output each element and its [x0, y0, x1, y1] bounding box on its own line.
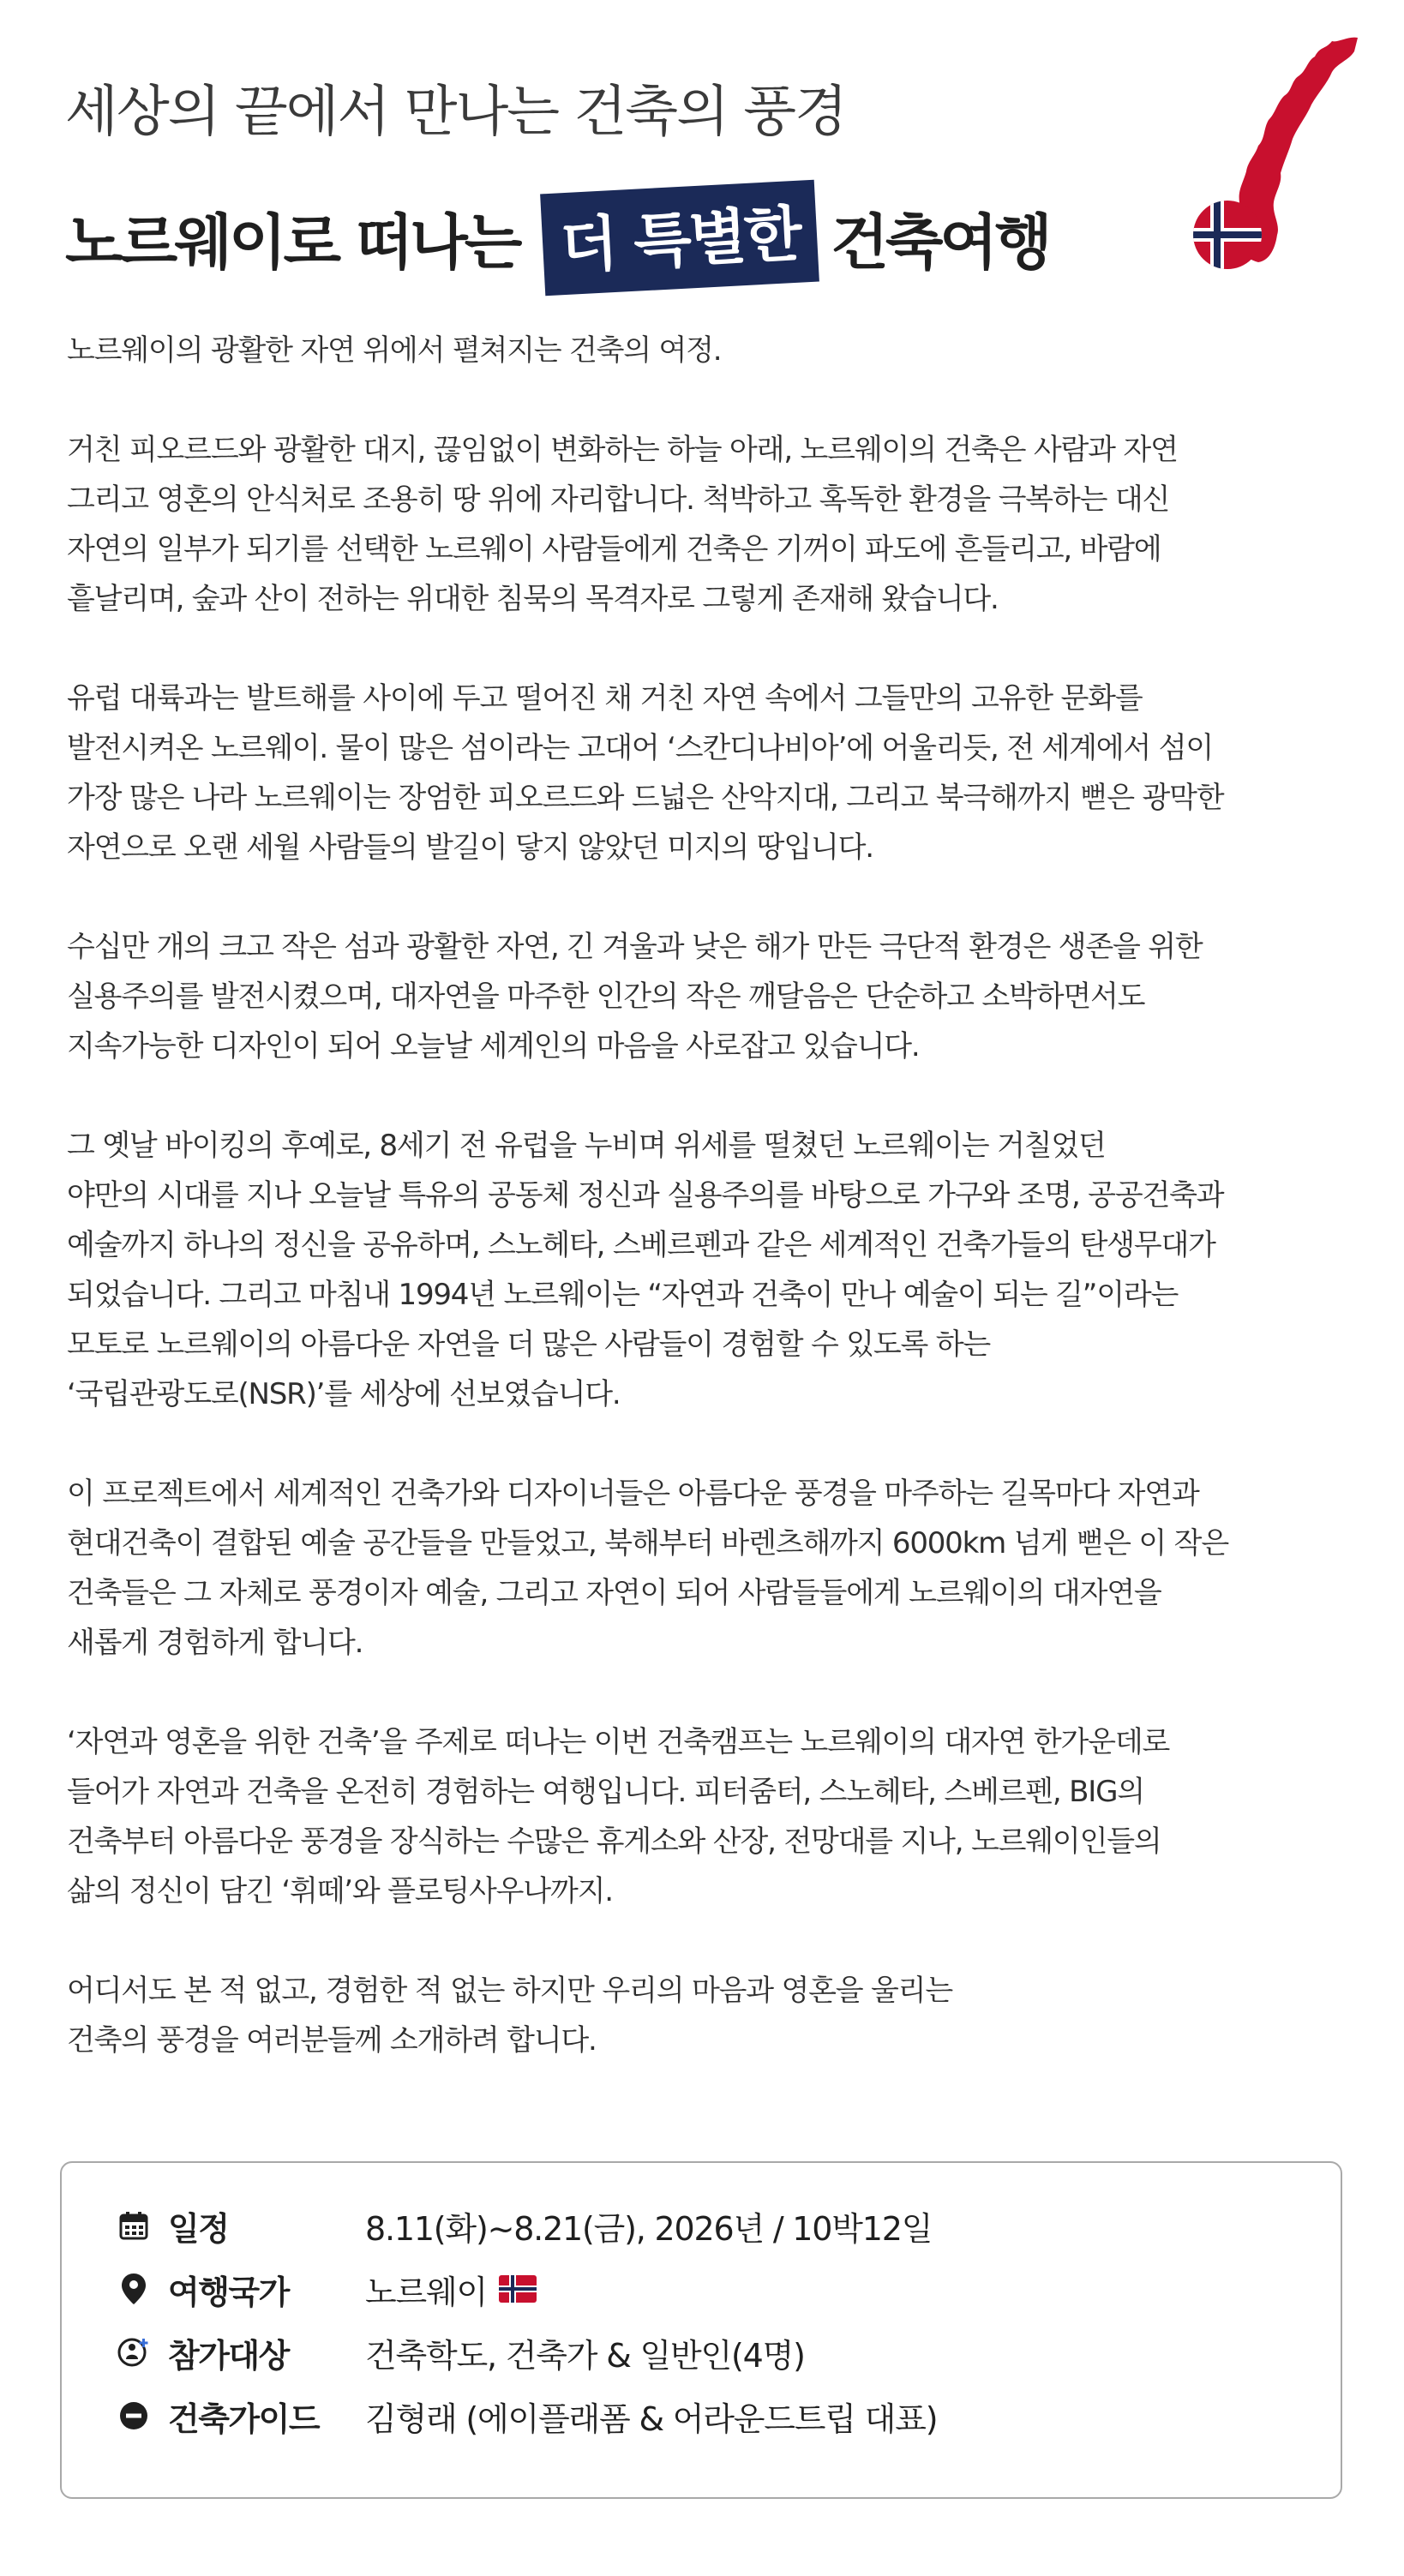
paragraph-line: 건축부터 아름다운 풍경을 장식하는 수많은 휴게소와 산장, 전망대를 지나, 노르웨이인들의: [67, 1824, 1161, 1859]
info-value: 8.11(화)~8.21(금), 2026년 / 10박12일: [365, 2209, 933, 2248]
paragraph-line: 지속가능한 디자인이 되어 오늘날 세계인의 마음을 사로잡고 있습니다.: [67, 1029, 920, 1063]
info-label: 참가대상: [168, 2336, 289, 2375]
title-highlight-badge: 더 특별한: [540, 179, 819, 296]
paragraph: [67, 1717, 1353, 1916]
paragraph-line: 삶의 정신이 담긴 ‘휘떼’와 플로팅사우나까지.: [67, 1874, 613, 1908]
article-body: [67, 326, 1353, 2115]
title-before: 노르웨이로 떠나는: [65, 207, 519, 278]
paragraph-line: 흩날리며, 숲과 산이 전하는 위대한 침묵의 목격자로 그렇게 존재해 왔습니다.: [67, 582, 999, 616]
norway-map-icon: [1186, 31, 1366, 279]
paragraph-line: 그 옛날 바이킹의 후예로, 8세기 전 유럽을 누비며 위세를 떨쳤던 노르웨이는 거칠었던: [67, 1129, 1106, 1163]
paragraph: [67, 1121, 1353, 1419]
info-label: 여행국가: [168, 2273, 289, 2311]
paragraph-line: 야만의 시대를 지나 오늘날 특유의 공동체 정신과 실용주의를 바탕으로 가구와 조명, 공공건축과: [67, 1178, 1224, 1213]
participant-icon: [117, 2335, 151, 2369]
title-after: 건축여행: [831, 207, 1049, 278]
paragraph-line: ‘자연과 영혼을 위한 건축’을 주제로 떠나는 이번 건축캠프는 노르웨이의 대자연 한가운데로: [67, 1725, 1170, 1759]
paragraph-line: 수십만 개의 크고 작은 섬과 광활한 자연, 긴 겨울과 낮은 해가 만든 극단적 환경은 생존을 위한: [67, 930, 1203, 964]
info-value: [365, 2266, 537, 2313]
paragraph-line: 되었습니다. 그리고 마침내 1994년 노르웨이는 “자연과 건축이 만나 예술이 되는 길”이라는: [67, 1278, 1179, 1312]
paragraph-line: 새롭게 경험하게 합니다.: [67, 1626, 363, 1660]
paragraph-line: 실용주의를 발전시켰으며, 대자연을 마주한 인간의 작은 깨달음은 단순하고 소박하면서도: [67, 979, 1145, 1014]
country-name: 노르웨이: [365, 2273, 488, 2311]
page-header: [65, 74, 1179, 285]
paragraph-line: 거친 피오르드와 광활한 대지, 끊임없이 변화하는 하늘 아래, 노르웨이의 건축은 사람과 자연: [67, 433, 1178, 467]
paragraph-line: 현대건축이 결합된 예술 공간들을 만들었고, 북해부터 바렌츠해까지 6000km 넘게 뻗은 이 작은: [67, 1526, 1228, 1561]
paragraph-line: 발전시켜온 노르웨이. 물이 많은 섬이라는 고대어 ‘스칸디나비아’에 어울리듯, 전 세계에서 섬이: [67, 731, 1213, 765]
paragraph-line: 그리고 영혼의 안식처로 조용히 땅 위에 자리합니다. 척박하고 혹독한 환경을 극복하는 대신: [67, 482, 1170, 517]
paragraph-line: 예술까지 하나의 정신을 공유하며, 스노헤타, 스베르펜과 같은 세계적인 건축가들의 탄생무대가: [67, 1228, 1215, 1262]
page-title: [65, 190, 1179, 285]
paragraph: [67, 674, 1353, 872]
paragraph-line: 자연으로 오랜 세월 사람들의 발길이 닿지 않았던 미지의 땅입니다.: [67, 830, 873, 865]
paragraph: [67, 922, 1353, 1071]
trip-info-box: [60, 2161, 1342, 2499]
paragraph-line: 노르웨이의 광활한 자연 위에서 펼쳐지는 건축의 여정.: [67, 333, 722, 368]
paragraph-line: 들어가 자연과 건축을 온전히 경험하는 여행입니다. 피터줌터, 스노헤타, 스베르펜, BIG의: [67, 1775, 1144, 1809]
info-label: 건축가이드: [168, 2399, 320, 2438]
info-value: 건축학도, 건축가 & 일반인(4명): [365, 2336, 805, 2375]
paragraph-line: 자연의 일부가 되기를 선택한 노르웨이 사람들에게 건축은 기꺼이 파도에 흔들리고, 바람에: [67, 532, 1161, 566]
info-row-schedule: [117, 2194, 932, 2257]
page-subtitle: 세상의 끝에서 만나는 건축의 풍경: [65, 81, 846, 144]
info-value: 김형래 (에이플래폼 & 어라운드트립 대표): [365, 2399, 938, 2438]
calendar-icon: [117, 2208, 151, 2243]
paragraph: [67, 1469, 1353, 1668]
paragraph: [67, 1966, 1353, 2065]
paragraph-line: 건축의 풍경을 여러분들께 소개하려 합니다.: [67, 2023, 597, 2058]
paragraph-line: 이 프로젝트에서 세계적인 건축가와 디자이너들은 아름다운 풍경을 마주하는 길목마다 자연과: [67, 1477, 1199, 1511]
paragraph: [67, 425, 1353, 624]
paragraph-line: 어디서도 본 적 없고, 경험한 적 없는 하지만 우리의 마음과 영혼을 울리는: [67, 1974, 952, 2008]
location-pin-icon: [117, 2272, 151, 2306]
info-label: 일정: [168, 2209, 229, 2248]
paragraph-line: 유럽 대륙과는 발트해를 사이에 두고 떨어진 채 거친 자연 속에서 그들만의 고유한 문화를: [67, 681, 1143, 716]
paragraph-line: 가장 많은 나라 노르웨이는 장엄한 피오르드와 드넓은 산악지대, 그리고 북극해까지 뻗은 광막한: [67, 781, 1224, 815]
paragraph-line: 건축들은 그 자체로 풍경이자 예술, 그리고 자연이 되어 사람들들에게 노르웨이의 대자연을: [67, 1576, 1161, 1610]
paragraph: [67, 326, 1353, 375]
norway-flag-icon: [499, 2275, 537, 2303]
paragraph-line: 모토로 노르웨이의 아름다운 자연을 더 많은 사람들이 경험할 수 있도록 하는: [67, 1327, 991, 1362]
info-row-participants: [117, 2321, 805, 2384]
paragraph-line: ‘국립관광도로(NSR)’를 세상에 선보였습니다.: [67, 1377, 621, 1411]
minus-circle-icon: [117, 2399, 151, 2433]
info-row-country: [117, 2257, 537, 2321]
info-row-guide: [117, 2384, 937, 2447]
